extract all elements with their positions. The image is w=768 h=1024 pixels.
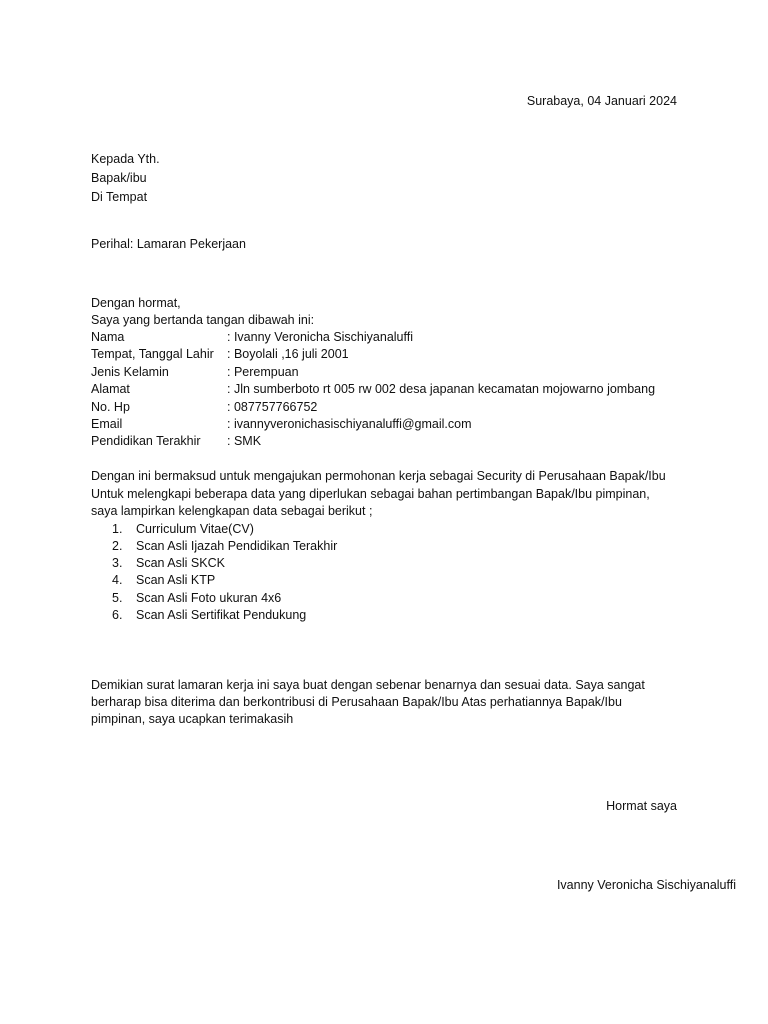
list-text: Curriculum Vitae(CV)	[136, 522, 254, 536]
field-value: : Ivanny Veronicha Sischiyanaluffi	[227, 330, 413, 344]
field-label: Tempat, Tanggal Lahir	[91, 347, 214, 361]
list-number: 5.	[112, 591, 123, 605]
list-text: Scan Asli Ijazah Pendidikan Terakhir	[136, 539, 338, 553]
field-value: : Perempuan	[227, 365, 299, 379]
field-label: No. Hp	[91, 400, 130, 414]
field-value: : Boyolali ,16 juli 2001	[227, 347, 349, 361]
list-number: 4.	[112, 573, 123, 587]
subject-line: Perihal: Lamaran Pekerjaan	[91, 237, 246, 251]
intro-line: Saya yang bertanda tangan dibawah ini:	[91, 313, 315, 327]
signature-name: Ivanny Veronicha Sischiyanaluffi	[556, 878, 736, 892]
list-text: Scan Asli Sertifikat Pendukung	[136, 608, 307, 622]
closing-line-3: pimpinan, saya ucapkan terimakasih	[91, 712, 294, 726]
recipient-line-1: Kepada Yth.	[91, 152, 160, 166]
body-line-2: Untuk melengkapi beberapa data yang diperlukan sebagai bahan pertimbangan Bapak/Ibu pimpinan,	[91, 487, 650, 501]
recipient-line-3: Di Tempat	[91, 190, 148, 204]
closing-line-2: berharap bisa diterima dan berkontribusi di Perusahaan Bapak/Ibu Atas perhatiannya Bapak/Ibu	[91, 695, 622, 709]
field-value: : SMK	[227, 434, 262, 448]
field-label: Nama	[91, 330, 125, 344]
field-label: Alamat	[91, 382, 130, 396]
field-label: Jenis Kelamin	[91, 365, 169, 379]
list-number: 6.	[112, 608, 123, 622]
body-line-1: Dengan ini bermaksud untuk mengajukan permohonan kerja sebagai Security di Perusahaan Bapak/Ibu	[91, 469, 666, 483]
closing-line-1: Demikian surat lamaran kerja ini saya buat dengan sebenar benarnya dan sesuai data. Saya sangat	[91, 678, 645, 692]
list-number: 1.	[112, 522, 123, 536]
list-text: Scan Asli KTP	[136, 573, 216, 587]
field-label: Pendidikan Terakhir	[91, 434, 201, 448]
letter-date: Surabaya, 04 Januari 2024	[526, 94, 677, 108]
field-label: Email	[91, 417, 123, 431]
greeting: Dengan hormat,	[91, 296, 181, 310]
list-text: Scan Asli SKCK	[136, 556, 225, 570]
list-number: 2.	[112, 539, 123, 553]
list-number: 3.	[112, 556, 123, 570]
field-value: : Jln sumberboto rt 005 rw 002 desa japanan kecamatan mojowarno jombang	[227, 382, 656, 396]
field-value: : 087757766752	[227, 400, 318, 414]
signoff: Hormat saya	[606, 799, 677, 813]
body-line-3: saya lampirkan kelengkapan data sebagai berikut ;	[91, 504, 373, 518]
field-value: : ivannyveronichasischiyanaluffi@gmail.com	[227, 417, 472, 431]
list-text: Scan Asli Foto ukuran 4x6	[136, 591, 282, 605]
recipient-line-2: Bapak/ibu	[91, 171, 147, 185]
